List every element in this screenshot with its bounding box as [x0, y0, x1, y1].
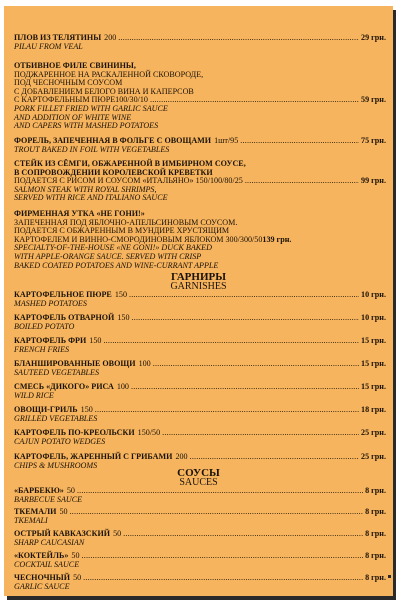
item-english: PORK FILLET FRIED WITH GARLIC SAUCE: [14, 103, 168, 113]
section-title-en: SAUCES: [179, 477, 218, 488]
item-price: 25 грн.: [361, 452, 386, 461]
item-name: «БАРБЕКЮ»: [14, 486, 64, 495]
item-price: 29 грн.: [361, 33, 386, 42]
item-description: С ДОБАВЛЕНИЕМ БЕЛОГО ВИНА И КАПЕРСОВ: [14, 86, 194, 96]
item-qty: 100: [138, 359, 151, 368]
item-name: КАРТОФЕЛЬ ОТВАРНОЙ: [14, 313, 115, 322]
menu-item: [14, 314, 386, 331]
item-name: ОТБИВНОЕ ФИЛЕ СВИНИНЫ,: [14, 61, 136, 70]
item-name: ПЛОВ ИЗ ТЕЛЯТИНЫ: [14, 33, 102, 42]
item-english: WITH APPLE-ORANGE SAUCE. SERVED WITH CRISP: [14, 251, 202, 261]
section-title-en: GARNISHES: [170, 281, 227, 292]
item-english: SERVED WITH RICE AND ITALIANO SAUCE: [14, 193, 168, 203]
item-english: CAJUN POTATO WEDGES: [14, 436, 106, 446]
dot-leader: [103, 337, 359, 346]
menu-item: [14, 337, 386, 354]
item-name: ЧЕСНОЧНЫЙ: [14, 573, 71, 582]
item-price: 8 грн.: [365, 551, 386, 560]
item-english: COCKTAIL SAUCE: [14, 559, 80, 569]
item-name: КАРТОФЕЛЬ ФРИ: [14, 336, 87, 345]
item-qty: 150: [89, 336, 102, 345]
item-price: 10 грн.: [361, 313, 386, 322]
item-description: КАРТОФЕЛЕМ И ВИННО-СМОРОДИНОВЫМ ЯБЛОКОМ 300/300/50: [14, 234, 263, 244]
item-name: ОСТРЫЙ КАВКАЗСКИЙ: [14, 529, 111, 538]
menu-item: [14, 574, 386, 591]
menu-item: [14, 383, 386, 400]
dot-leader: [131, 383, 359, 392]
menu-item: [14, 210, 386, 270]
item-name: ТКЕМАЛИ: [14, 507, 57, 516]
item-name: КАРТОФЕЛЬНОЕ ПЮРЕ: [14, 290, 112, 299]
item-price: 99 грн.: [361, 176, 386, 186]
item-price: 8 грн.: [365, 486, 386, 495]
item-name: БЛАНШИРОВАННЫЕ ОВОЩИ: [14, 359, 136, 368]
menu-item: [14, 530, 386, 547]
item-price: 8 грн.: [365, 529, 386, 538]
item-english: BARBECUE SAUCE: [14, 494, 83, 504]
item-description: С КАРТОФЕЛЬНЫМ ПЮРЕ100/30/10: [14, 95, 148, 105]
item-english: CHIPS & MUSHROOMS: [14, 460, 98, 470]
menu-item: [14, 487, 386, 504]
dot-leader: [132, 314, 360, 323]
dot-leader: [240, 137, 359, 146]
item-name: ФОРЕЛЬ, ЗАПЕЧЕННАЯ В ФОЛЬГЕ С ОВОЩАМИ: [14, 136, 212, 145]
item-qty: 200: [104, 33, 117, 42]
item-price: 139 грн.: [262, 234, 292, 244]
item-qty: 150: [117, 313, 130, 322]
item-price: 75 грн.: [361, 136, 386, 145]
menu-item: [14, 62, 386, 131]
item-qty: 50: [113, 529, 122, 538]
item-english: BAKED COATED POTATOES AND WINE-CURRANT APPLE: [14, 260, 219, 270]
item-english: SHARP CAUCASIAN: [14, 537, 85, 547]
dot-leader: [77, 487, 363, 496]
dot-leader: [190, 453, 359, 462]
item-qty: 50: [59, 507, 68, 516]
item-qty: 50: [73, 573, 82, 582]
item-name: КАРТОФЕЛЬ ПО-КРЕОЛЬСКИ: [14, 428, 135, 437]
item-english: BOILED POTATO: [14, 321, 75, 331]
item-qty: 150: [80, 405, 93, 414]
menu-item: [14, 291, 386, 308]
menu-item: [14, 406, 386, 423]
item-price: 59 грн.: [361, 95, 386, 105]
item-qty: 50: [66, 486, 75, 495]
dot-leader: [118, 34, 359, 43]
dot-leader: [123, 530, 363, 539]
item-description: ПОД ЧЕСНОЧНЫМ СОУСОМ: [14, 78, 123, 88]
item-price: 15 грн.: [361, 382, 386, 391]
item-name: ФИРМЕННАЯ УТКА «НЕ ГОНИ!»: [14, 209, 145, 218]
menu-item: [14, 360, 386, 377]
item-price: 15 грн.: [361, 359, 386, 368]
item-qty: 150: [114, 290, 127, 299]
item-name: СТЕЙК ИЗ СЁМГИ, ОБЖАРЕННОЙ В ИМБИРНОМ СОУСЕ,: [14, 159, 246, 168]
menu-item: [14, 34, 386, 51]
dot-leader: [162, 429, 359, 438]
item-english: GARLIC SAUCE: [14, 581, 70, 591]
item-description: ПОДАЕТСЯ С РИСОМ И СОУСОМ «ИТАЛЬЯНО» 150/100/80/25: [14, 176, 243, 186]
item-description: ЗАПЕЧЕННАЯ ПОД ЯБЛОЧНО-АПЕЛЬСИНОВЫМ СОУСОМ.: [14, 217, 238, 227]
item-english: PILAU FROM VEAL: [14, 41, 83, 51]
item-qty: 150/50: [137, 428, 161, 437]
item-english: AND CAPERS WITH MASHED POTATOES: [14, 121, 159, 131]
dot-leader: [153, 360, 359, 369]
item-english: GRILLED VEGETABLES: [14, 413, 98, 423]
menu-item: [14, 160, 386, 203]
menu-item: [14, 429, 386, 446]
item-description: ПОДАЕТСЯ С ОБЖАРЕННЫМ В МУНДИРЕ ХРУСТЯЩИМ: [14, 226, 230, 236]
item-english: MASHED POTATOES: [14, 298, 87, 308]
dot-leader: [83, 574, 363, 583]
item-qty: 50: [71, 551, 80, 560]
item-english: AND ADDITION OF WHITE WINE: [14, 112, 132, 122]
section-heading-sauces: [4, 469, 393, 487]
item-price: 8 грн.: [365, 507, 386, 516]
item-price: 10 грн.: [361, 290, 386, 299]
item-price: 15 грн.: [361, 336, 386, 345]
section-title-ru: СОУСЫ: [177, 467, 220, 479]
item-name: КАРТОФЕЛЬ, ЖАРЕННЫЙ С ГРИБАМИ: [14, 452, 173, 461]
item-price: 8 грн.: [365, 573, 386, 582]
dot-leader: [95, 406, 359, 415]
corner-mark: [388, 575, 391, 578]
section-heading-garnishes: [4, 273, 393, 291]
item-english: FRENCH FRIES: [14, 344, 70, 354]
item-english: SALMON STEAK WITH ROYAL SHRIMPS,: [14, 184, 157, 194]
menu-item: [14, 508, 386, 525]
item-english: WILD RICE: [14, 390, 54, 400]
item-name: СМЕСЬ «ДИКОГО» РИСА: [14, 382, 114, 391]
item-price: 18 грн.: [361, 405, 386, 414]
item-description: ПОДЖАРЕННОЕ НА РАСКАЛЕННОЙ СКОВОРОДЕ,: [14, 69, 204, 79]
menu-item: [14, 137, 386, 154]
item-qty: 1шт/95: [214, 136, 239, 145]
item-name: ОВОЩИ-ГРИЛЬ: [14, 405, 78, 414]
dot-leader: [245, 177, 359, 186]
item-english: SPECIALTY-OF-THE-HOUSE «NE GONI!» DUCK BAKED: [14, 243, 212, 253]
item-name: «КОКТЕЙЛЬ»: [14, 551, 69, 560]
dot-leader: [82, 552, 364, 561]
dot-leader: [150, 96, 359, 105]
item-price: 25 грн.: [361, 428, 386, 437]
item-name: В СОПРОВОЖДЕНИИ КОРОЛЕВСКОЙ КРЕВЕТКИ: [14, 167, 213, 177]
dot-leader: [129, 291, 359, 300]
section-title-ru: ГАРНИРЫ: [170, 271, 227, 283]
item-english: TROUT BAKED IN FOIL WITH VEGETABLES: [14, 144, 170, 154]
item-qty: 200: [175, 452, 188, 461]
item-qty: 100: [116, 382, 129, 391]
menu-page: [4, 6, 393, 596]
item-english: SAUTEED VEGETABLES: [14, 367, 100, 377]
menu-item: [14, 552, 386, 569]
item-english: TKEMALI: [14, 515, 48, 525]
dot-leader: [70, 508, 363, 517]
